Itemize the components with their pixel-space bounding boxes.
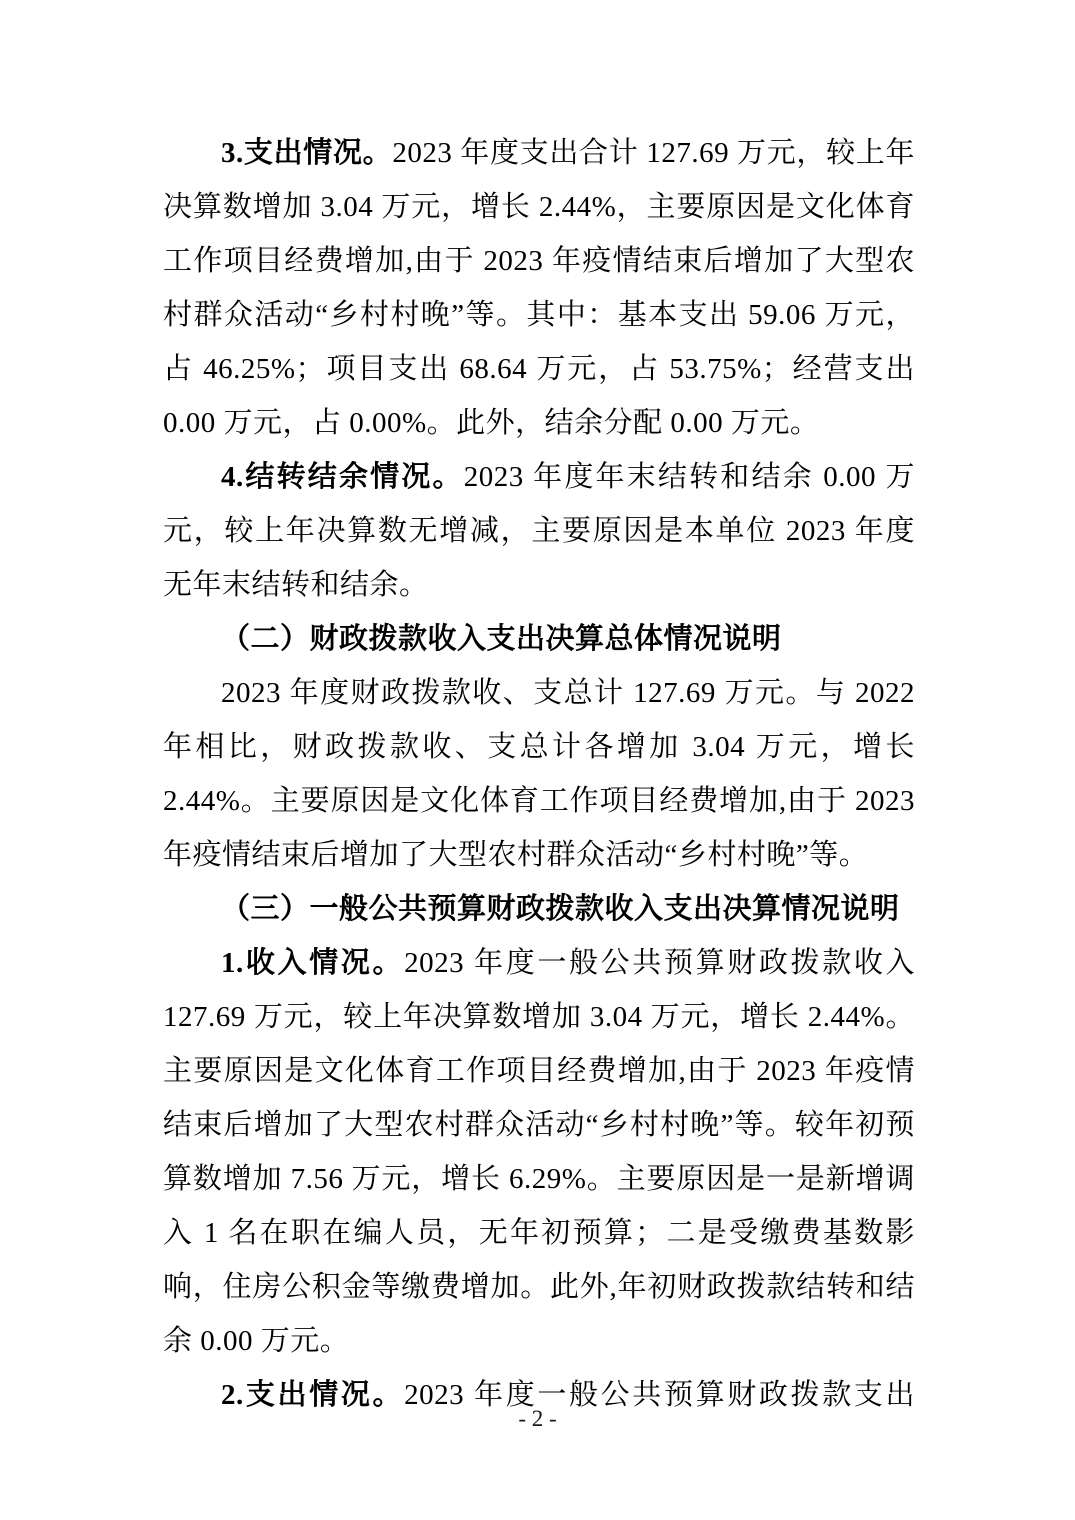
paragraph-lead-income: 1.收入情况。 (221, 947, 405, 979)
paragraph-income-summary (163, 936, 915, 1368)
paragraph-carryover-summary (163, 450, 915, 612)
section-heading-2: （二）财政拨款收入支出决算总体情况说明 (221, 623, 782, 655)
section-heading-3: （三）一般公共预算财政拨款收入支出决算情况说明 (221, 893, 900, 925)
paragraph-text-carryover: 2023 年度年末结转和结余 0.00 万元，较上年决算数无增减，主要原因是本单位 2023 年度无年末结转和结余。 (163, 461, 915, 601)
paragraph-lead-carryover: 4.结转结余情况。 (221, 461, 464, 493)
paragraph-expenditure-summary (163, 126, 915, 450)
paragraph-text-income: 2023 年度一般公共预算财政拨款收入 127.69 万元，较上年决算数增加 3.04 万元，增长 2.44%。主要原因是文化体育工作项目经费增加,由于 2023 年疫情结束后增加了大型农村群众活动“乡村村晚”等。较年初预算数增加 7.56 万元，增长 6.29%。主要原因是一是新增调入 1 名在职在编人员，无年初预算；二是受缴费基数影响，住房公积金等缴费增加。此外,年初财政拨款结转和结余 0.00 万元。 (163, 947, 915, 1357)
paragraph-lead-expenditure2: 2.支出情况。 (221, 1379, 405, 1411)
paragraph-text-expenditure: 2023 年度支出合计 127.69 万元，较上年决算数增加 3.04 万元，增长 2.44%，主要原因是文化体育工作项目经费增加,由于 2023 年疫情结束后增加了大型农村群众活动“乡村村晚”等。其中：基本支出 59.06 万元，占 46.25%；项目支出 68.64 万元，占 53.75%；经营支出 0.00 万元，占 0.00%。此外，结余分配 0.00 万元。 (163, 137, 915, 439)
page-number: - 2 - (518, 1406, 557, 1431)
paragraph-fiscal-total: 2023 年度财政拨款收、支总计 127.69 万元。与 2022 年相比，财政拨款收、支总计各增加 3.04 万元，增长 2.44%。主要原因是文化体育工作项目经费增加,由于 2023 年疫情结束后增加了大型农村群众活动“乡村村晚”等。 (163, 677, 915, 871)
document-body (163, 126, 915, 1422)
paragraph-text-expenditure2: 2023 年度一般公共预算财政拨款支出 (404, 1379, 915, 1411)
page-footer (0, 1402, 1075, 1436)
paragraph-lead-expenditure: 3.支出情况。 (221, 137, 393, 169)
